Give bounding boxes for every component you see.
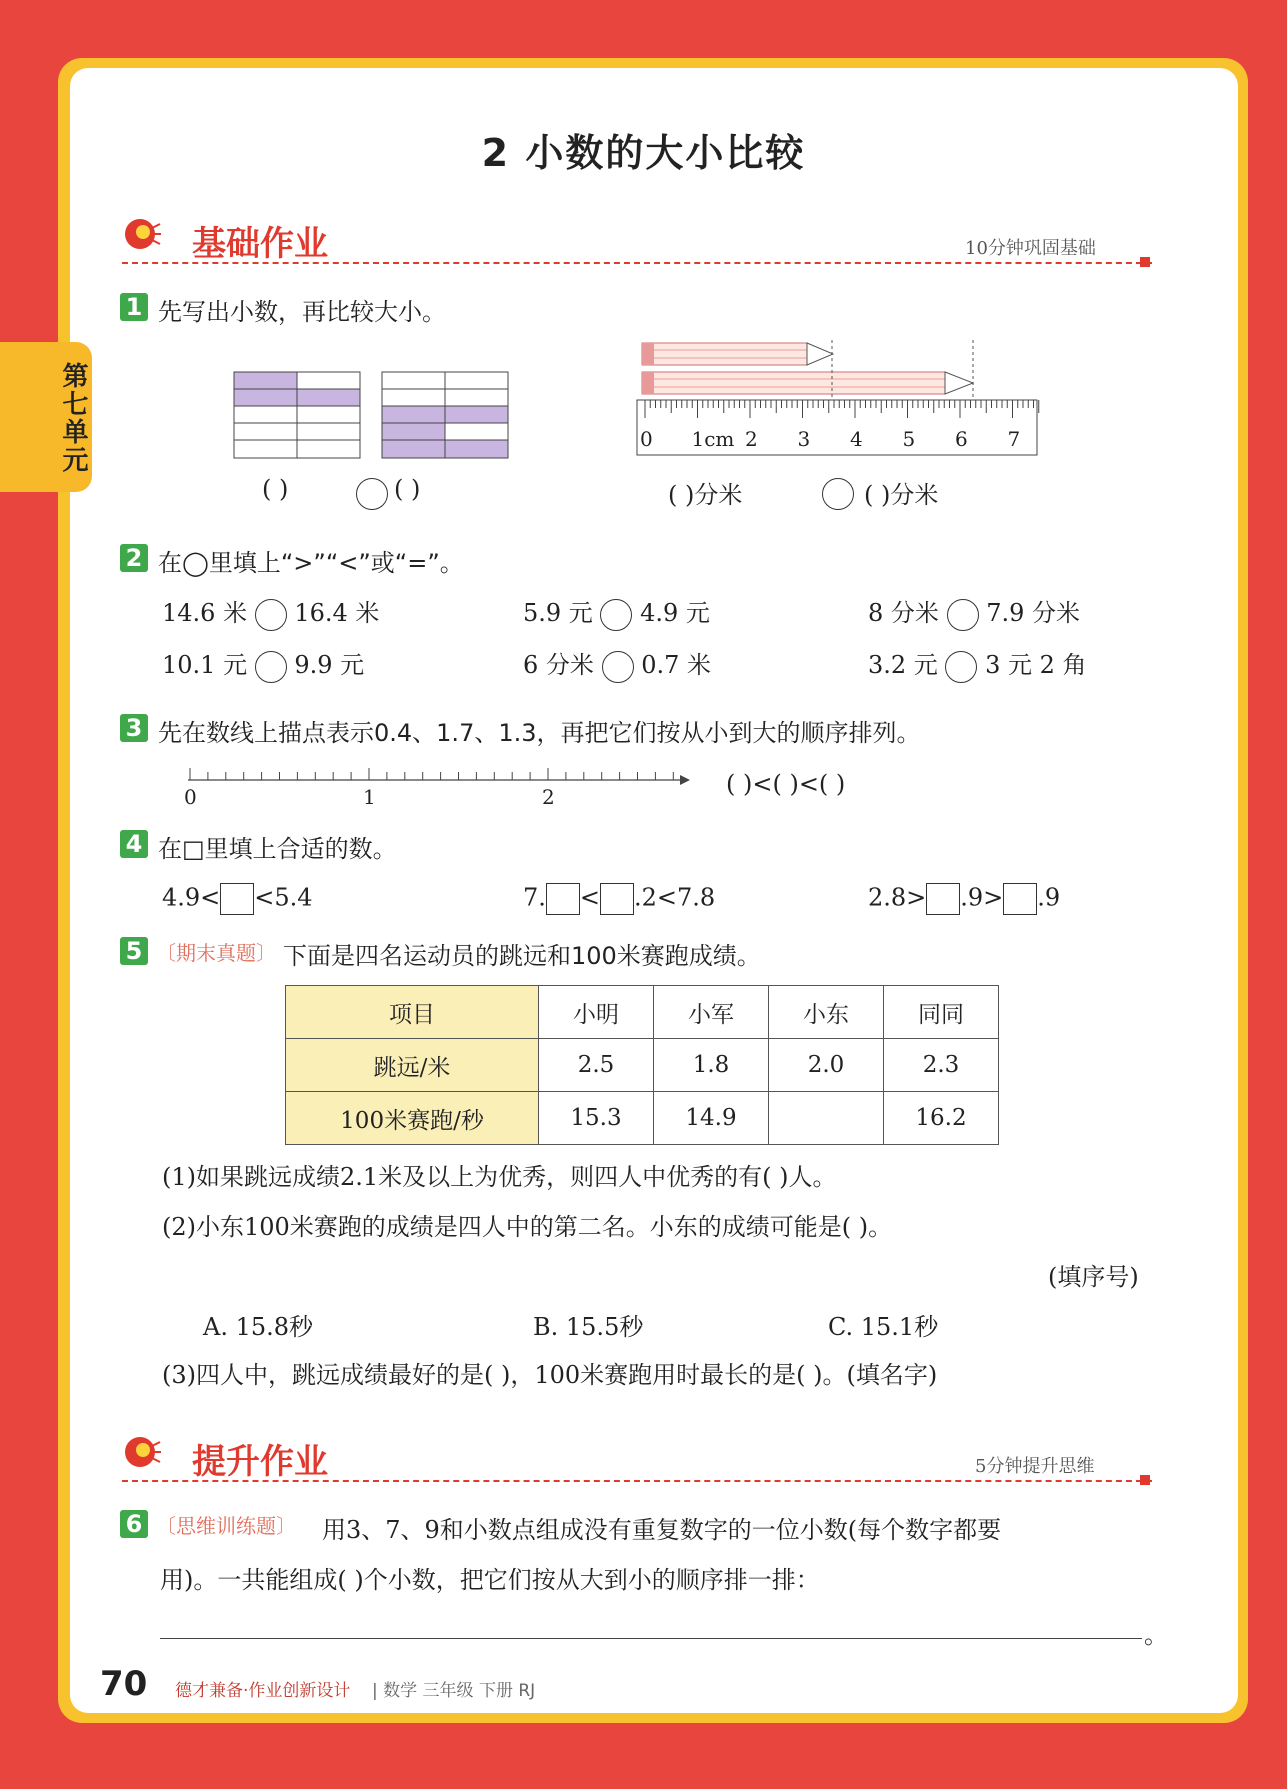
question-number-5: 5 — [120, 937, 148, 965]
section-advanced-divider — [122, 1480, 1152, 1482]
q2-item-5-right: 0.7 米 — [641, 651, 711, 679]
q4-a-right: <5.4 — [254, 883, 313, 912]
q5-prompt: 下面是四名运动员的跳远和100米赛跑成绩。 — [283, 942, 761, 970]
section-basic-heading: 基础作业 — [192, 224, 328, 264]
table-header-cell: 小明 — [539, 986, 654, 1039]
q2-item-6-right: 3 元 2 角 — [985, 651, 1087, 679]
table-header-row — [286, 986, 999, 1039]
q6-end-mark: 。 — [1144, 1621, 1168, 1649]
q4-c-mid: .9> — [960, 883, 1004, 912]
ruler-label: 2 — [745, 427, 758, 451]
table-header-cell: 小东 — [769, 986, 884, 1039]
table-cell: 2.5 — [539, 1039, 654, 1092]
divider-end-marker — [1140, 1475, 1150, 1485]
section-basic-divider — [122, 262, 1152, 264]
number-line-label: 2 — [542, 785, 555, 809]
footer-brand: 德才兼备·作业创新设计 — [175, 1681, 351, 1701]
q2-item-6 — [868, 645, 1087, 683]
q2-item-4-right: 9.9 元 — [294, 651, 365, 679]
ruler-label: 7 — [1007, 427, 1021, 451]
table-cell: 跳远/米 — [286, 1039, 539, 1092]
q4-b-box-2[interactable] — [600, 883, 634, 915]
q5-sub2-note: (填序号) — [1048, 1263, 1139, 1291]
number-line-label: 0 — [184, 785, 197, 809]
q1-grid-figures — [232, 370, 512, 460]
section-advanced-heading: 提升作业 — [192, 1442, 328, 1482]
table-header-cell: 同同 — [884, 986, 999, 1039]
number-line-label: 1 — [363, 785, 376, 809]
q2-item-2-right: 4.9 元 — [640, 599, 710, 627]
ruler-label: 0 — [640, 427, 653, 451]
question-number-3: 3 — [120, 714, 148, 742]
q1-compare-circle-left[interactable] — [356, 478, 388, 510]
q5-sub2[interactable]: (2)小东100米赛跑的成绩是四人中的第二名。小东的成绩可能是( )。 — [162, 1213, 893, 1241]
q6-line1: 用3、7、9和小数点组成没有重复数字的一位小数(每个数字都要 — [322, 1516, 1002, 1544]
q5-sub1[interactable]: (1)如果跳远成绩2.1米及以上为优秀，则四人中优秀的有( )人。 — [162, 1163, 837, 1191]
q4-item-c — [868, 883, 1060, 915]
q2-item-3-right: 7.9 分米 — [986, 599, 1080, 627]
q3-order-blanks[interactable]: ( )<( )<( ) — [726, 770, 846, 798]
section-basic-note: 10分钟巩固基础 — [965, 238, 1096, 259]
ruler-label: 6 — [955, 427, 968, 451]
table-cell: 2.0 — [769, 1039, 884, 1092]
q2-item-3-left: 8 分米 — [868, 599, 939, 627]
q2-item-6-circle[interactable] — [945, 651, 977, 683]
q6-line2[interactable]: 用)。一共能组成( )个小数，把它们按从大到小的顺序排一排： — [160, 1566, 820, 1594]
ruler-label: 1cm — [691, 427, 735, 451]
q2-item-5-circle[interactable] — [602, 651, 634, 683]
page-number: 70 — [100, 1664, 148, 1704]
question-number-4: 4 — [120, 830, 148, 858]
q2-item-5-left: 6 分米 — [523, 651, 594, 679]
q5-option-a[interactable]: A. 15.8秒 — [203, 1313, 314, 1341]
q5-option-b[interactable]: B. 15.5秒 — [533, 1313, 644, 1341]
q1-ruler-blank-b[interactable]: ( )分米 — [864, 481, 939, 509]
mascot-icon — [122, 214, 162, 254]
q2-item-4 — [162, 645, 364, 683]
table-row — [286, 1092, 999, 1145]
q4-a-box[interactable] — [220, 883, 254, 915]
q2-item-1-left: 14.6 米 — [162, 599, 248, 627]
q2-item-4-circle[interactable] — [255, 651, 287, 683]
table-cell-blank[interactable] — [769, 1092, 884, 1145]
q2-item-6-left: 3.2 元 — [868, 651, 938, 679]
table-header-cell: 项目 — [286, 986, 539, 1039]
q4-c-box-2[interactable] — [1003, 883, 1037, 915]
table-cell: 15.3 — [539, 1092, 654, 1145]
table-cell: 14.9 — [654, 1092, 769, 1145]
unit-side-tab-label: 第七单元 — [58, 362, 88, 474]
q2-item-1-circle[interactable] — [255, 599, 287, 631]
q6-tag: 〔思维训练题〕 — [156, 1514, 296, 1538]
q1-prompt: 先写出小数，再比较大小。 — [158, 298, 446, 326]
q4-item-b — [523, 883, 715, 915]
mascot-icon — [122, 1432, 162, 1472]
question-number-6: 6 — [120, 1510, 148, 1538]
q4-a-left: 4.9< — [162, 883, 221, 912]
q2-item-3 — [868, 593, 1080, 631]
q1-compare-circle-right[interactable] — [822, 478, 854, 510]
table-cell: 16.2 — [884, 1092, 999, 1145]
q2-item-5 — [523, 645, 711, 683]
divider-end-marker — [1140, 257, 1150, 267]
q4-item-a — [162, 883, 313, 915]
q5-sub3[interactable]: (3)四人中，跳远成绩最好的是( )，100米赛跑用时最长的是( )。(填名字) — [162, 1361, 938, 1389]
q2-item-2-circle[interactable] — [600, 599, 632, 631]
table-header-cell: 小军 — [654, 986, 769, 1039]
q4-c-left: 2.8> — [868, 883, 927, 912]
page-title: 2 小数的大小比较 — [481, 131, 806, 175]
q5-results-table — [285, 985, 999, 1145]
section-advanced-note: 5分钟提升思维 — [975, 1456, 1095, 1477]
q6-answer-line[interactable] — [160, 1638, 1142, 1639]
q4-prompt: 在□里填上合适的数。 — [158, 835, 397, 863]
q2-item-1-right: 16.4 米 — [294, 599, 380, 627]
q2-prompt: 在◯里填上“>”“<”或“=”。 — [158, 549, 464, 577]
q1-blank-left[interactable]: ( ) — [262, 475, 289, 503]
q3-number-line[interactable] — [180, 760, 700, 810]
question-number-1: 1 — [120, 293, 148, 321]
table-cell: 100米赛跑/秒 — [286, 1092, 539, 1145]
footer-meta: | 数学 三年级 下册 RJ — [372, 1681, 536, 1701]
ruler-label: 4 — [850, 427, 863, 451]
table-row — [286, 1039, 999, 1092]
q4-b-right: .2<7.8 — [634, 883, 716, 912]
q4-c-box-1[interactable] — [926, 883, 960, 915]
table-cell: 2.3 — [884, 1039, 999, 1092]
q4-b-box-1[interactable] — [546, 883, 580, 915]
q4-c-right: .9 — [1037, 883, 1061, 912]
q4-b-mid: < — [579, 883, 601, 912]
q2-item-2 — [523, 593, 710, 631]
q4-b-left: 7. — [523, 883, 546, 912]
table-cell: 1.8 — [654, 1039, 769, 1092]
q1-blank-right[interactable]: ( ) — [394, 475, 421, 503]
q1-ruler-blank-a[interactable]: ( )分米 — [668, 481, 743, 509]
q5-option-c[interactable]: C. 15.1秒 — [828, 1313, 939, 1341]
q2-item-4-left: 10.1 元 — [162, 651, 248, 679]
q2-item-3-circle[interactable] — [947, 599, 979, 631]
q2-item-2-left: 5.9 元 — [523, 599, 593, 627]
q5-tag: 〔期末真题〕 — [156, 941, 276, 965]
q3-prompt: 先在数线上描点表示0.4、1.7、1.3，再把它们按从小到大的顺序排列。 — [158, 719, 921, 747]
q2-item-1 — [162, 593, 379, 631]
question-number-2: 2 — [120, 544, 148, 572]
ruler-label: 3 — [797, 427, 811, 451]
q1-ruler-figure — [635, 338, 1045, 463]
ruler-label: 5 — [902, 427, 916, 451]
